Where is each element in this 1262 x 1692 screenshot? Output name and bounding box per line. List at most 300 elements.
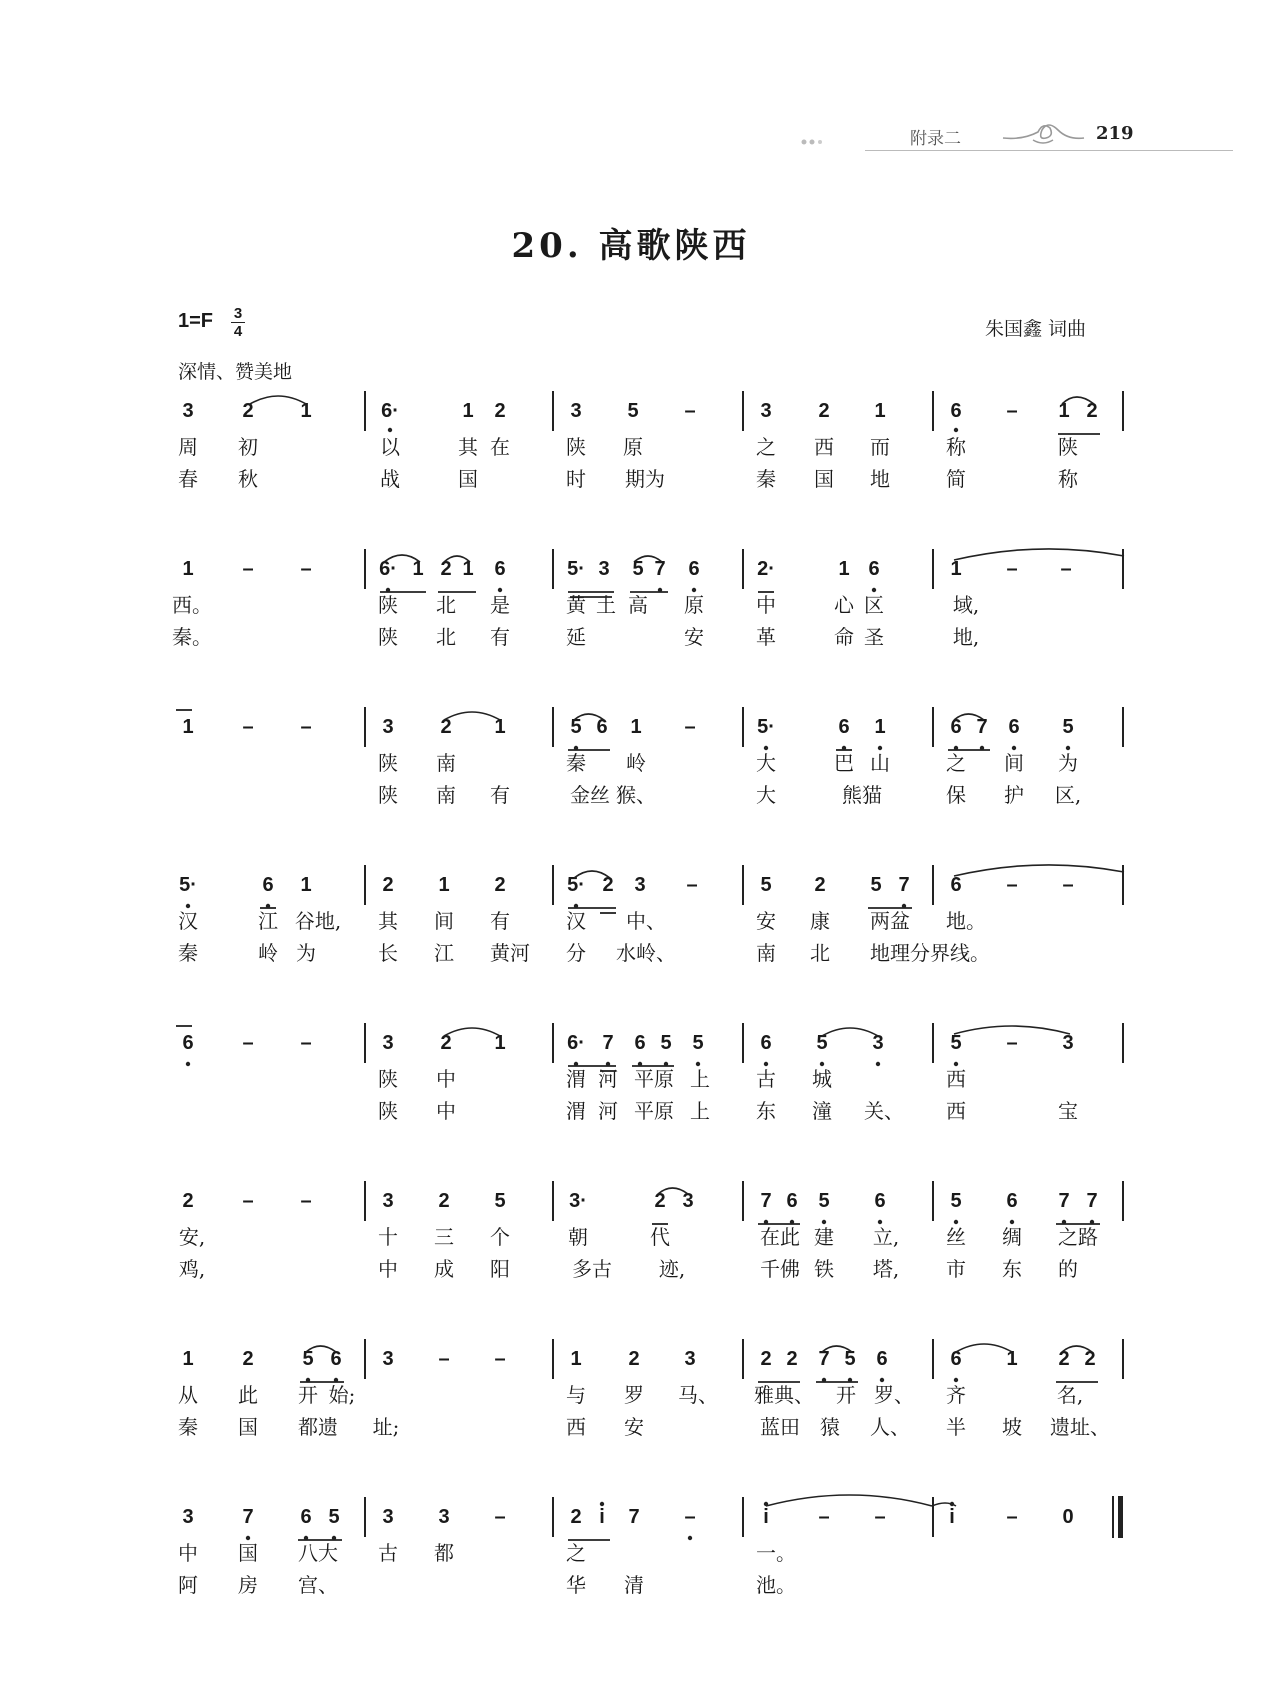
lyric: 地, [952,625,980,649]
note: 1 [874,716,886,738]
lyric: 建 [814,1225,834,1249]
barline [364,549,366,589]
lyric: 铁 [814,1257,834,1281]
note: 2 [242,1348,254,1370]
note: – [494,1348,506,1370]
note: 6 [688,558,700,580]
lyric: 秦 [756,467,776,491]
note: 3· [569,1190,587,1212]
note: 1 [182,1348,194,1370]
lyric: 秦。 [172,625,212,649]
score-system-8 [0,1506,1262,1646]
lyric: 八大 [298,1541,338,1565]
time-signature-bottom: 4 [233,323,243,340]
note: 7 [242,1506,254,1528]
lyric: 中 [378,1257,398,1281]
barline [932,1339,934,1379]
note: 3 [382,1506,394,1528]
barline [932,707,934,747]
barline [552,1497,554,1537]
lyric: 水岭、 [616,941,676,965]
note: 5 [760,874,772,896]
lyric: 开 [298,1383,318,1407]
note: 6 [868,558,880,580]
lyric: 黄 [566,593,586,617]
note: 1 [300,400,312,422]
time-signature [231,306,245,339]
note: 2 [382,874,394,896]
page-number: 219 [1096,123,1134,144]
note: 6 [634,1032,646,1054]
lyric: 域, [952,593,980,617]
note: 6 [950,1348,962,1370]
lyric: 土 [596,593,616,617]
note: 1 [874,400,886,422]
note: 1 [438,874,450,896]
lyric: 东 [1002,1257,1022,1281]
lyric: 初 [238,435,258,459]
note: 6 [874,1190,886,1212]
note: 5 [950,1190,962,1212]
lyric: 上 [690,1099,710,1123]
final-barline-thin [1112,1496,1114,1538]
lyric: 金丝 [570,783,610,807]
note: – [242,1032,254,1054]
lyric: 南 [756,941,776,965]
note: 5 [816,1032,828,1054]
lyric: 雅典、 [754,1383,814,1407]
lyric: 保 [946,783,966,807]
lyric: 陕 [378,751,398,775]
note: 5 [818,1190,830,1212]
lyric: 陕 [378,625,398,649]
lyric: 从 [178,1383,198,1407]
lyric: 坡 [1002,1415,1022,1439]
note: 2 [814,874,826,896]
note: 1 [630,716,642,738]
lyric: 周 [178,435,198,459]
lyric: 绸 [1002,1225,1022,1249]
note: 1 [412,558,424,580]
lyric: 国 [238,1415,258,1439]
score-system-4 [0,874,1262,1014]
note: 3 [634,874,646,896]
time-signature-top: 3 [233,305,243,322]
note: 5 [632,558,644,580]
note: i [599,1506,605,1528]
lyric: 有 [490,909,510,933]
note: 6· [567,1032,585,1054]
lyric: 陕 [378,1067,398,1091]
lyric: 其 [458,435,478,459]
lyric: 代 [650,1225,670,1249]
lyric: 时 [566,467,586,491]
lyric: 中 [436,1099,456,1123]
lyric: 千佛 [760,1257,800,1281]
lyric: 猴、 [616,783,656,807]
lyric: 宝 [1058,1099,1078,1123]
barline [932,1497,934,1537]
note: 3 [684,1348,696,1370]
lyric: 高 [628,593,648,617]
lyric: 十 [378,1225,398,1249]
lyric: 是 [490,593,510,617]
note: 6 [1008,716,1020,738]
barline [1122,391,1124,431]
lyric: 在 [490,435,510,459]
note: – [686,874,698,896]
note: 2 [628,1348,640,1370]
note: 6 [950,716,962,738]
lyric: 华 [566,1573,586,1597]
lyric: 称 [946,435,966,459]
note: 3 [382,1348,394,1370]
lyric: 北 [436,625,456,649]
lyric: 区, [1054,783,1082,807]
note: – [494,1506,506,1528]
lyric: 鸡, [178,1257,206,1281]
lyric: 巴 [834,751,854,775]
header-rule [865,150,1233,151]
note: 6 [262,874,274,896]
lyric: 址; [372,1415,400,1439]
note: 6 [786,1190,798,1212]
score-system-1 [0,400,1262,540]
lyric: 革 [756,625,776,649]
note: 3 [570,400,582,422]
note: 6 [950,400,962,422]
note: – [300,716,312,738]
lyric: 北 [436,593,456,617]
lyric: 潼 [812,1099,832,1123]
lyric: 古 [378,1541,398,1565]
barline [364,865,366,905]
note: – [300,558,312,580]
lyric: 间 [434,909,454,933]
lyric: 原 [623,435,643,459]
note: 6 [596,716,608,738]
lyric: 区 [864,593,884,617]
lyric: 大 [756,783,776,807]
note: – [684,1506,696,1528]
lyric: 马、 [678,1383,718,1407]
lyric: 蓝田 [760,1415,800,1439]
barline [552,391,554,431]
barline [742,1497,744,1537]
lyric: 北 [810,941,830,965]
lyric: 半 [946,1415,966,1439]
lyric: 一。 [756,1541,796,1565]
lyric: 江 [258,909,278,933]
lyric: 命 [834,625,854,649]
note: – [818,1506,830,1528]
barline [364,1497,366,1537]
lyric: 罗 [624,1383,644,1407]
note: 3 [1062,1032,1074,1054]
key-signature: 1=F [178,310,214,332]
note: 2 [570,1506,582,1528]
lyric: 都 [434,1541,454,1565]
note: 2· [757,558,775,580]
note: – [438,1348,450,1370]
note: 2 [440,1032,452,1054]
lyric: 西。 [172,593,212,617]
barline [1122,1023,1124,1063]
note: 7 [1058,1190,1070,1212]
lyric: 黄河 [490,941,530,965]
note: 5· [757,716,775,738]
barline [552,1023,554,1063]
dots-ornament-icon [800,138,830,146]
lyric: 熊猫 [842,783,882,807]
lyric: 春 [178,467,198,491]
note: i [763,1506,769,1528]
lyric: 中、 [626,909,666,933]
note: 3 [438,1506,450,1528]
note: 2 [242,400,254,422]
final-barline-thick [1118,1496,1123,1538]
ribbon-ornament-icon [998,118,1088,148]
lyric: 成 [434,1257,454,1281]
lyric: 秦 [178,941,198,965]
lyric: 为 [1058,751,1078,775]
note: 0 [1062,1506,1074,1528]
note: – [684,400,696,422]
lyric: 立, [872,1225,900,1249]
barline [552,707,554,747]
lyric: 朝 [568,1225,588,1249]
lyric: 地 [870,467,890,491]
lyric: 地。 [946,909,986,933]
lyric: 宫、 [298,1573,338,1597]
note: 6 [300,1506,312,1528]
note: 5 [870,874,882,896]
score-system-5 [0,1032,1262,1172]
lyric: 池。 [756,1573,796,1597]
lyric: 塔, [872,1257,900,1281]
lyric: 齐 [946,1383,966,1407]
note: 6· [379,558,397,580]
lyric: 西 [566,1415,586,1439]
note: 1 [462,400,474,422]
note: 5 [1062,716,1074,738]
author-credit: 朱国鑫 词曲 [985,318,1087,340]
lyric: 康 [810,909,830,933]
barline [742,865,744,905]
lyric: 南 [436,783,456,807]
section-label: 附录二 [910,129,961,149]
lyric: 个 [490,1225,510,1249]
note: 7 [654,558,666,580]
note: 3 [682,1190,694,1212]
note: 7 [976,716,988,738]
lyric: 战 [380,467,400,491]
barline [742,707,744,747]
lyric: 汉 [178,909,198,933]
lyric: 地理分界线。 [870,941,990,965]
lyric: 罗、 [874,1383,914,1407]
lyric: 城 [812,1067,832,1091]
barline [1122,865,1124,905]
lyric: 陕 [566,435,586,459]
score-system-3 [0,716,1262,856]
barline [552,1181,554,1221]
barline [742,1339,744,1379]
barline [364,391,366,431]
note: 6 [876,1348,888,1370]
note: 3 [182,400,194,422]
lyric: 陕 [378,1099,398,1123]
lyric: 关、 [864,1099,904,1123]
lyric: 大 [756,751,776,775]
lyric: 护 [1004,783,1024,807]
note: 2 [182,1190,194,1212]
note: 2 [1086,400,1098,422]
note: 2 [760,1348,772,1370]
note: – [1006,1506,1018,1528]
note: – [300,1032,312,1054]
lyric: 都遗 [298,1415,338,1439]
note: 2 [440,716,452,738]
lyric: 心 [834,593,854,617]
barline [932,1023,934,1063]
lyric: 安 [756,909,776,933]
lyric: 秋 [238,467,258,491]
lyric: 在此 [760,1225,800,1249]
note: 2 [654,1190,666,1212]
barline [364,1023,366,1063]
note: 2 [438,1190,450,1212]
lyric: 多古 [572,1257,612,1281]
note: – [1006,558,1018,580]
note: 3 [872,1032,884,1054]
note: 2 [494,874,506,896]
barline [364,1339,366,1379]
barline [1122,549,1124,589]
lyric: 国 [458,467,478,491]
note: – [242,1190,254,1212]
note: 1 [950,558,962,580]
note: 1 [570,1348,582,1370]
barline [1122,1339,1124,1379]
lyric: 秦 [178,1415,198,1439]
note: 1 [1006,1348,1018,1370]
note: 5 [627,400,639,422]
song-title: 20. 高歌陕西 [511,226,751,266]
note: 6 [950,874,962,896]
note: 7 [760,1190,772,1212]
note: 5 [692,1032,704,1054]
lyric: 延 [566,625,586,649]
note: 5· [567,558,585,580]
lyric: 始; [328,1383,356,1407]
note: 1 [462,558,474,580]
lyric: 中 [436,1067,456,1091]
lyric: 渭 [566,1067,586,1091]
lyric: 丝 [946,1225,966,1249]
note: 7 [818,1348,830,1370]
lyric: 猿 [820,1415,840,1439]
lyric: 简 [946,467,966,491]
lyric: 阳 [490,1257,510,1281]
barline [1122,707,1124,747]
lyric: 圣 [864,625,884,649]
lyric: 平原 [634,1099,674,1123]
barline [1122,1181,1124,1221]
note: 6 [838,716,850,738]
note: – [242,558,254,580]
note: 5 [950,1032,962,1054]
lyric: 三 [434,1225,454,1249]
barline [742,549,744,589]
note: 5 [328,1506,340,1528]
lyric: 东 [756,1099,776,1123]
lyric: 陕 [378,783,398,807]
lyric: 汉 [566,909,586,933]
note: 2 [440,558,452,580]
note: 3 [598,558,610,580]
note: 3 [382,716,394,738]
note: – [874,1506,886,1528]
lyric: 间 [1004,751,1024,775]
note: i [949,1506,955,1528]
score-system-6 [0,1190,1262,1330]
slur [766,1495,932,1506]
note: – [242,716,254,738]
note: 2 [1058,1348,1070,1370]
lyric: 安 [624,1415,644,1439]
lyric: 之 [756,435,776,459]
lyric: 的 [1058,1257,1078,1281]
note: 3 [382,1190,394,1212]
lyric: 开 [836,1383,856,1407]
lyric: 之路 [1058,1225,1098,1249]
lyric: 原 [684,593,704,617]
lyric: 上 [690,1067,710,1091]
lyric: 两盆 [870,909,910,933]
lyric: 阿 [178,1573,198,1597]
note: 1 [494,716,506,738]
note: 7 [602,1032,614,1054]
note: – [1006,400,1018,422]
lyric: 之 [946,751,966,775]
note: 7 [898,874,910,896]
lyric: 西 [946,1067,966,1091]
note: 2 [494,400,506,422]
barline [364,707,366,747]
note: 1 [494,1032,506,1054]
note: 6 [1006,1190,1018,1212]
lyric: 南 [436,751,456,775]
note: 6 [494,558,506,580]
note: – [684,716,696,738]
score-system-2 [0,558,1262,698]
lyric: 此 [238,1383,258,1407]
lyric: 中 [178,1541,198,1565]
note: 7 [1086,1190,1098,1212]
lyric: 江 [434,941,454,965]
note: 1 [300,874,312,896]
lyric: 分 [566,941,586,965]
lyric: 人、 [870,1415,910,1439]
lyric: 称 [1058,467,1078,491]
barline [932,865,934,905]
lyric: 名, [1056,1383,1084,1407]
lyric: 长 [378,941,398,965]
note: 1 [1058,400,1070,422]
lyric: 秦 [566,751,586,775]
lyric: 之 [566,1541,586,1565]
